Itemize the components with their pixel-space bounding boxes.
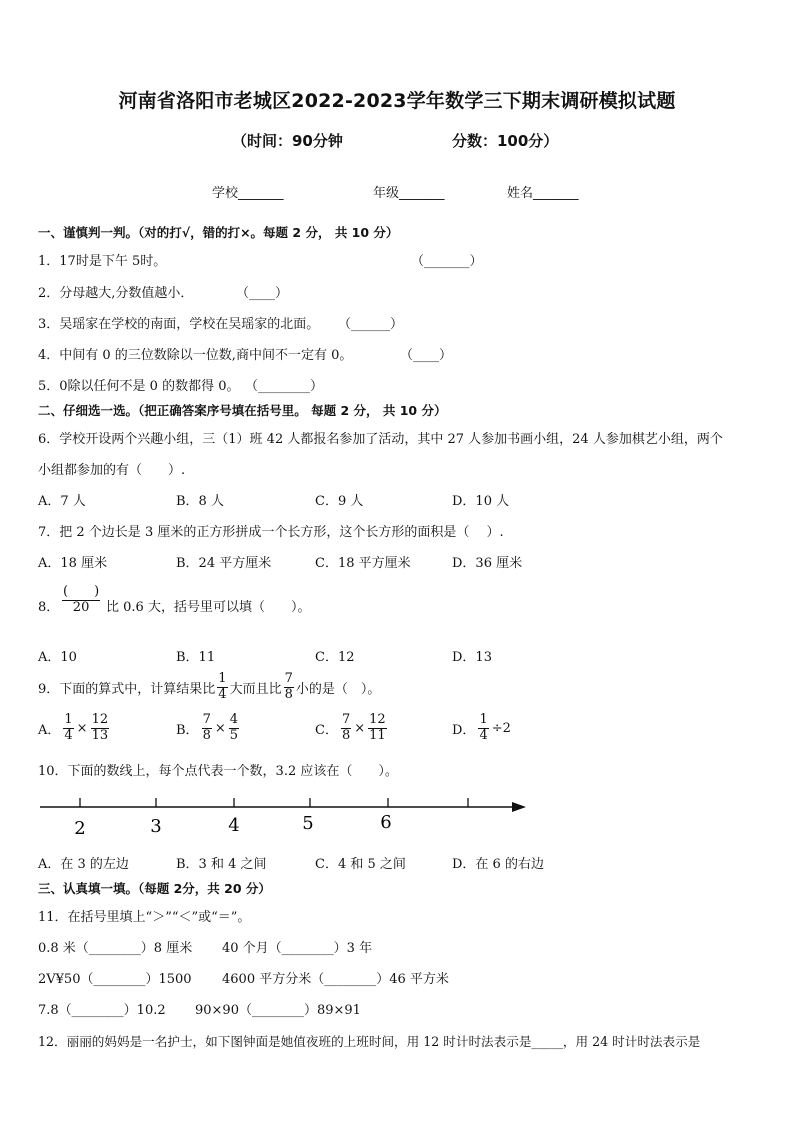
q1-text: 1．17时是下午 5时。 [38, 254, 167, 269]
q3-text: 3．吴瑶家在学校的南面，学校在吴瑶家的北面。 [38, 317, 320, 332]
q10-option-c[interactable]: C．4 和 5 之间 [315, 857, 406, 872]
q11-item[interactable]: 4600 平方分米（________）46 平方米 [222, 972, 449, 987]
q1-answer[interactable]: （_______） [411, 254, 483, 269]
q8-denominator: 20 [72, 599, 90, 615]
section3-heading: 三、认真填一填。（每题 2分，共 20 分） [38, 881, 271, 896]
tick-label-6: 6 [380, 812, 392, 833]
q2-text: 2．分母越大,分数值越小． [38, 286, 194, 301]
tick-label-3: 3 [150, 816, 162, 837]
q9-f2-numerator: 7 [284, 671, 293, 686]
page-title: 河南省洛阳市老城区2022-2023学年数学三下期末调研模拟试题 [118, 90, 676, 112]
q11-text: 11．在括号里填上“＞”“＜”或“＝”。 [38, 910, 251, 925]
q9-option-a[interactable] [38, 713, 109, 744]
q6-option-b[interactable]: B．8 人 [176, 494, 224, 509]
section2-heading: 二、仔细选一选。（把正确答案序号填在括号里。 每题 2 分， 共 10 分） [38, 403, 447, 418]
q11-item[interactable]: 90×90（________）89×91 [195, 1003, 361, 1018]
number-line-arrow [512, 802, 526, 812]
q9-question [38, 672, 380, 703]
q9-d-numerator: 1 [479, 712, 488, 727]
exam-time: （时间：90分钟 [232, 132, 343, 150]
q6-line2: 小组都参加的有（ ）. [38, 463, 186, 478]
q9-prefix: 9．下面的算式中，计算结果比 [38, 681, 216, 697]
q8-suffix: 比 0.6 大，括号里可以填（ ）。 [106, 600, 311, 615]
q3-answer[interactable]: （______） [338, 317, 404, 332]
q9-option-d-label: D． [452, 722, 476, 738]
tick-label-5: 5 [302, 813, 314, 834]
q9-d-operator: ÷2 [491, 720, 511, 736]
q9-option-b[interactable] [176, 713, 239, 744]
q7-option-b[interactable]: B．24 平方厘米 [176, 556, 272, 571]
q2-answer[interactable]: （____） [236, 286, 289, 301]
q6-option-c[interactable]: C．9 人 [315, 494, 364, 509]
q5-answer[interactable]: （________） [245, 379, 324, 394]
q5-text: 5．0除以任何不是 0 的数都得 0。 [38, 379, 240, 394]
q11-item[interactable]: 7.8（________）10.2 [38, 1003, 166, 1018]
q9-a-operator: × [76, 720, 88, 736]
q8-option-d[interactable]: D．13 [452, 650, 492, 665]
q9-a-numerator1: 1 [64, 712, 73, 727]
q9-f2-denominator: 8 [284, 686, 293, 702]
q9-c-denominator1: 8 [341, 727, 351, 743]
section1-heading: 一、谨慎判一判。（对的打√，错的打×。每题 2 分， 共 10 分） [38, 225, 399, 240]
q10-option-a[interactable]: A．在 3 的左边 [38, 857, 129, 872]
q8-option-a[interactable]: A．10 [38, 650, 77, 665]
q9-b-numerator2: 4 [229, 712, 239, 727]
q9-d-denominator: 4 [479, 727, 488, 743]
q9-a-numerator2: 12 [91, 712, 109, 727]
q9-a-denominator1: 4 [64, 727, 73, 743]
q9-b-denominator1: 8 [202, 727, 211, 743]
q9-b-denominator2: 5 [229, 727, 239, 743]
q4-text: 4．中间有 0 的三位数除以一位数,商中间不一定有 0。 [38, 348, 353, 363]
tick-label-2: 2 [74, 818, 86, 839]
q9-c-operator: × [354, 720, 366, 736]
q7-option-a[interactable]: A．18 厘米 [38, 556, 108, 571]
q11-item[interactable]: 0.8 米（________）8 厘米 [38, 941, 193, 956]
q9-option-d[interactable] [452, 713, 511, 744]
q10-option-b[interactable]: B．3 和 4 之间 [176, 857, 267, 872]
tick-label-4: 4 [228, 815, 240, 836]
q9-middle: 大而且比 [229, 681, 282, 697]
q9-f1-numerator: 1 [218, 671, 227, 686]
exam-score: 分数：100分） [452, 132, 559, 150]
q9-option-b-label: B． [176, 722, 199, 738]
q9-b-numerator1: 7 [202, 712, 211, 727]
q9-b-operator: × [214, 720, 226, 736]
q9-option-a-label: A． [38, 722, 61, 738]
q9-option-c-label: C． [315, 722, 338, 738]
q8-option-c[interactable]: C．12 [315, 650, 355, 665]
q6-option-a[interactable]: A．7 人 [38, 494, 86, 509]
q9-suffix: 小的是（ ）。 [295, 681, 381, 697]
q8-prefix: 8． [38, 600, 60, 615]
q10-option-d[interactable]: D．在 6 的右边 [452, 857, 544, 872]
name-field[interactable]: 姓名_______ [507, 186, 579, 201]
school-field[interactable]: 学校_______ [212, 186, 284, 201]
q9-c-numerator2: 12 [369, 712, 386, 727]
q6-line1: 6．学校开设两个兴趣小组，三（1）班 42 人都报名参加了活动，其中 27 人参加书画小组，24 人参加棋艺小组，两个 [38, 432, 723, 447]
q8-option-b[interactable]: B．11 [176, 650, 216, 665]
grade-field[interactable]: 年级_______ [373, 186, 445, 201]
q7-text: 7．把 2 个边长是 3 厘米的正方形拼成一个长方形，这个长方形的面积是（ ）. [38, 525, 504, 540]
q9-c-denominator2: 11 [369, 727, 386, 743]
q11-item[interactable]: 2V¥50（________）1500 [38, 972, 192, 987]
q4-answer[interactable]: （____） [400, 348, 453, 363]
q10-text: 10．下面的数线上，每个点代表一个数，3.2 应该在（ ）。 [38, 764, 398, 779]
q12-text: 12．丽丽的妈妈是一名护士，如下图钟面是她值夜班的上班时间，用 12 时计时法表示是_____，用 24 时计时法表示是 [38, 1034, 701, 1049]
q9-a-denominator2: 13 [91, 727, 109, 743]
q6-option-d[interactable]: D．10 人 [452, 494, 510, 509]
q9-c-numerator1: 7 [341, 712, 351, 727]
number-line [38, 790, 538, 840]
q9-option-c[interactable] [315, 713, 387, 744]
q9-f1-denominator: 4 [218, 686, 227, 702]
q7-option-d[interactable]: D．36 厘米 [452, 556, 523, 571]
q8-numerator[interactable]: ( ) [63, 584, 100, 599]
q7-option-c[interactable]: C．18 平方厘米 [315, 556, 411, 571]
q11-item[interactable]: 40 个月（________）3 年 [222, 941, 373, 956]
q8-fraction [62, 585, 100, 616]
